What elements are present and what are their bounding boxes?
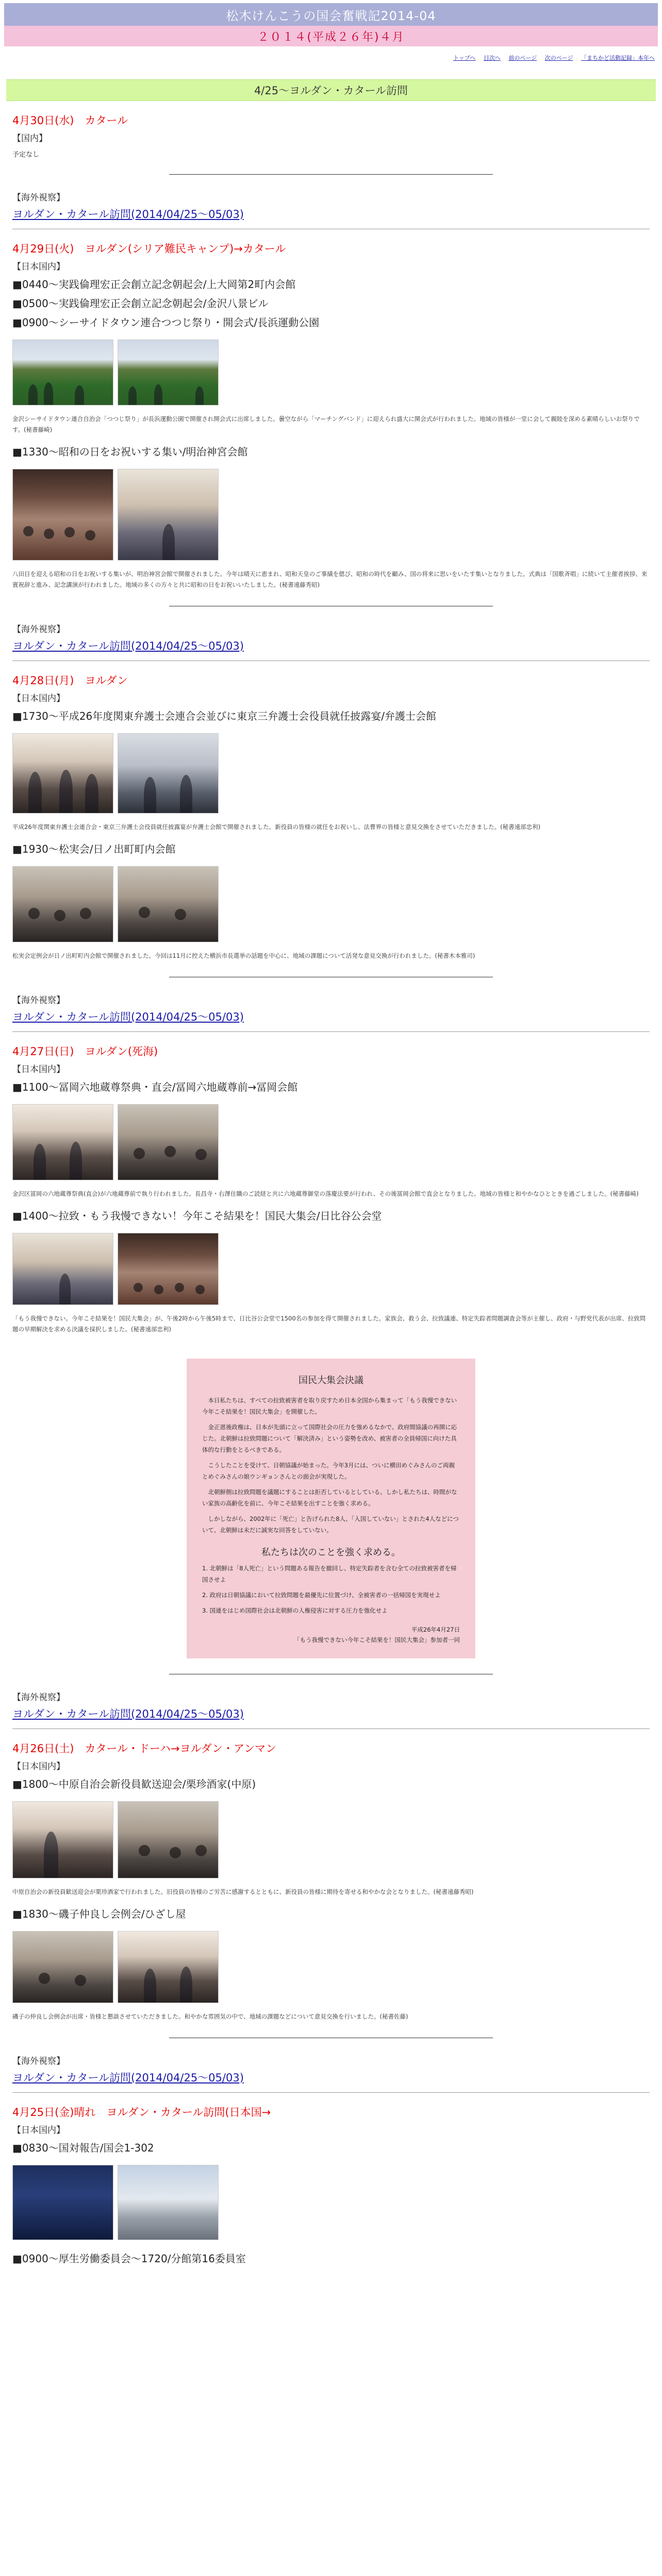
nav-machikado-link[interactable]: 「まちかど活動記録」本年へ — [581, 55, 655, 61]
resolution-paragraph: しかしながら、2002年に「死亡」と告げられた8人、「入国していない」とされた4人などについて、北朝鮮は未だに誠実な回答をしていない。 — [202, 1515, 459, 1534]
resolution-call: 私たちは次のことを強く求める。 — [261, 1547, 401, 1558]
photo-row — [12, 866, 650, 942]
event-photo — [118, 1931, 219, 2003]
trip-link[interactable]: ヨルダン・カタール訪問(2014/04/25～05/03) — [12, 1708, 244, 1720]
event-photo — [118, 2165, 219, 2240]
resolution-title: 国民大集会決議 — [299, 1375, 363, 1386]
resolution-paragraph: 金正恩後政権は、日本が先頭に立って国際社会の圧力を強めるなかで、政府間協議の再開に応じた。北朝鮮は拉致問題について「解決済み」という姿勢を改め、被害者の全員帰国に向けた具体的な行動をとるべきである。 — [202, 1423, 457, 1453]
overseas-label: 【海外視察】 — [12, 2056, 65, 2066]
event-report: 八田目を迎える昭和の日をお祝いする集いが、明治神宮会館で開催されました。今年は晴天に恵まれ、昭和天皇のご事績を偲び、昭和の時代を顧み、国の将来に思いをいたす集いとなりました。式典は「国歌斉唱」に続いて主催者挨拶、来賓祝辞と進み、記念講演が行われました。地域の多くの方々と共に昭和の日をお祝いいたしました。(秘書遠藤秀昭) — [12, 570, 648, 588]
day-title: 4月25日(金)晴れ ヨルダン・カタール訪問(日本国→ — [12, 2106, 271, 2119]
photo-row — [12, 2165, 650, 2240]
resolution-signature: 「もう我慢できない今年こそ結果を！国民大集会」参加者一同 — [294, 1636, 460, 1643]
resolution-items — [202, 1563, 460, 1616]
event-item: ■1930～松実会/日ノ出町町内会館 — [12, 843, 176, 855]
event-report: 中原自治会の新役員歓送迎会が栗珍酒家で行われました。旧役員の皆様のご労苦に感謝するとともに、新役員の皆様に期待を寄せる和やかな会となりました。(秘書遠藤秀昭) — [12, 1888, 474, 1895]
trip-band-text: 4/25～ヨルダン・カタール訪問 — [254, 84, 408, 97]
category-label: 【日本国内】 — [12, 1064, 65, 1075]
photo-row — [12, 1931, 650, 2003]
photo-row — [12, 340, 650, 405]
resolution-paragraph: 北朝鮮側は拉致問題を議題にすることは拒否しているとしている。しかし私たちは、時間がない家族の高齢化を前に、今年こそ結果を出すことを強く求める。 — [202, 1488, 457, 1507]
event-photo — [118, 1801, 219, 1878]
divider — [12, 1728, 650, 1729]
divider — [12, 2092, 650, 2093]
event-item: ■1800～中原自治会新役員歓送迎会/栗珍酒家(中原) — [12, 1778, 256, 1790]
page-title: 松木けんこうの国会奮戦記2014-04 — [226, 8, 436, 23]
photo-row — [12, 1233, 650, 1305]
page-subheader — [4, 26, 658, 46]
category-label: 【国内】 — [12, 133, 47, 144]
divider — [169, 174, 493, 175]
resolution-item: 1. 北朝鮮は「8人死亡」という問題ある報告を撤回し、特定失踪者を含む全ての拉致被害者を帰国させよ — [202, 1565, 457, 1583]
event-photo — [12, 1931, 113, 2003]
event-photo — [118, 340, 219, 405]
resolution-paragraph: こうしたことを受けて、日朝協議が始まった。今年3月には、ついに横田めぐみさんのご両親とめぐみさんの娘ウンギョンさんとの面会が実現した。 — [202, 1462, 455, 1480]
category-label: 【日本国内】 — [12, 1761, 65, 1772]
event-item: ■1100～冨岡六地蔵尊祭典・直会/冨岡六地蔵尊前→冨岡会館 — [12, 1081, 298, 1093]
overseas-label: 【海外視察】 — [12, 995, 65, 1006]
event-photo — [12, 340, 113, 405]
event-item: ■0830～国対報告/国会1-302 — [12, 2142, 154, 2154]
event-report: 平成26年度関東弁護士会連合会・東京三弁護士会役員就任披露宴が弁護士会館で開催されました。新役員の皆様の就任をお祝いし、法曹界の皆様と意見交換をさせていただきました。(秘書遠部忠利) — [12, 823, 541, 831]
event-list — [12, 276, 650, 329]
overseas-label: 【海外視察】 — [12, 624, 65, 635]
event-item: ■1830～磯子仲良し会例会/ひざし屋 — [12, 1908, 186, 1920]
trip-link[interactable]: ヨルダン・カタール訪問(2014/04/25～05/03) — [12, 640, 244, 652]
resolution-date: 平成26年4月27日 — [411, 1626, 460, 1633]
photo-row — [12, 733, 650, 814]
event-report: 「もう我慢できない。今年こそ結果を！国民大集会」が、午後2時から午後5時まで、日比谷公会堂で1500名の参加を得て開催されました。家族会、救う会、拉致議連、特定失踪者問題調査会等が主催し、政府・与野党代表が出席、拉致問題の早期解決を求める決議を採択しました。(秘書遠部忠利) — [12, 1315, 646, 1333]
nav-prev-link[interactable]: 前のページ — [508, 55, 537, 61]
page-subtitle: ２０１４(平成２６年)４月 — [257, 30, 405, 44]
day-0425 — [12, 2104, 650, 2265]
event-photo — [118, 469, 219, 561]
trip-link[interactable]: ヨルダン・カタール訪問(2014/04/25～05/03) — [12, 1011, 244, 1023]
day-title: 4月26日(土) カタール・ドーハ→ヨルダン・アンマン — [12, 1742, 277, 1755]
category-label: 【日本国内】 — [12, 693, 65, 704]
event-photo — [118, 1233, 219, 1305]
divider — [12, 660, 650, 661]
event-report: 磯子の仲良し会例会が出席・皆様と懇談させていただきました。和やかな雰囲気の中で、地域の課題などについて意見交換を行いました。(秘書佐藤) — [12, 2013, 408, 2020]
divider — [12, 1031, 650, 1032]
day-title: 4月30日(水) カタール — [12, 114, 128, 127]
event-report: 金沢区冨岡の六地蔵尊祭典(直会)が六地蔵尊前で執り行われました。長昌寺・右澤住職のご読経と共に六地蔵尊御堂の落慶法要が行われ、その後冨岡会館で直会となりました。地域の皆様と和やかなひとときを過ごしました。(秘書藤崎) — [12, 1190, 639, 1197]
day-0427 — [12, 1043, 650, 1729]
nav-index-link[interactable]: 目次へ — [483, 55, 501, 61]
event-photo — [118, 866, 219, 942]
nav-next-link[interactable]: 次のページ — [544, 55, 573, 61]
event-item: ■0900～シーサイドタウン連合つつじ祭り・開会式/長浜運動公園 — [12, 316, 320, 329]
event-report: 金沢シーサイドタウン連合自治会「つつじ祭り」が長浜運動公園で開催され開会式に出席しました。曇空ながら「マーチングバンド」に迎えられ盛大に開会式が行われました。地域の皆様が一堂に会して親睦を深める素晴らしいお祭りです。(秘書藤崎) — [12, 415, 640, 433]
event-photo — [12, 733, 113, 814]
event-photo — [12, 469, 113, 561]
resolution-box — [187, 1359, 475, 1658]
category-label: 【日本国内】 — [12, 2125, 65, 2136]
event-photo — [118, 733, 219, 814]
day-note: 予定なし — [12, 151, 40, 159]
day-0430 — [12, 112, 650, 229]
event-report: 松実会定例会が日ノ出町町内会館で開催されました。今回は11月に控えた横浜市長選挙の話題を中心に、地域の課題について活発な意見交換が行われました。(秘書木本雅司) — [12, 952, 475, 959]
top-nav — [0, 54, 655, 62]
nav-top-link[interactable]: トップへ — [453, 55, 476, 61]
event-item: ■0440～実践倫理宏正会創立記念朝起会/上大岡第2町内会館 — [12, 278, 296, 291]
resolution-paragraph: 本日私たちは、すべての拉致被害者を取り戻すため日本全国から集まって「もう我慢できない今年こそ結果を！国民大集会」を開催した。 — [202, 1397, 457, 1415]
event-item: ■1400～拉致・もう我慢できない！今年こそ結果を！国民大集会/日比谷公会堂 — [12, 1210, 382, 1222]
event-item: ■0900～厚生労働委員会～1720/分館第16委員室 — [12, 2252, 246, 2265]
overseas-label: 【海外視察】 — [12, 1692, 65, 1703]
event-item: ■1330～昭和の日をお祝いする集い/明治神宮会館 — [12, 446, 248, 458]
event-item: ■0500～実践倫理宏正会創立記念朝起会/金沢八景ビル — [12, 297, 269, 310]
trip-link[interactable]: ヨルダン・カタール訪問(2014/04/25～05/03) — [12, 2072, 244, 2084]
day-title: 4月27日(日) ヨルダン(死海) — [12, 1045, 158, 1058]
event-photo — [12, 866, 113, 942]
category-label: 【日本国内】 — [12, 262, 65, 272]
day-0429 — [12, 241, 650, 661]
trip-band — [6, 79, 656, 101]
resolution-item: 2. 政府は日朝協議において拉致問題を最優先に位置づけ、全被害者の一括帰国を実現せよ — [202, 1591, 441, 1599]
trip-link[interactable]: ヨルダン・カタール訪問(2014/04/25～05/03) — [12, 208, 244, 221]
day-title: 4月29日(火) ヨルダン(シリア難民キャンプ)→カタール — [12, 243, 286, 255]
resolution-item: 3. 国連をはじめ国際社会は北朝鮮の人権侵害に対する圧力を強化せよ — [202, 1607, 388, 1614]
day-0426 — [12, 1740, 650, 2093]
event-photo — [12, 2165, 113, 2240]
event-item: ■1730～平成26年度関東弁護士会連合会並びに東京三弁護士会役員就任披露宴/弁護士会館 — [12, 710, 436, 722]
photo-row — [12, 1104, 650, 1180]
event-photo — [12, 1104, 113, 1180]
event-photo — [12, 1233, 113, 1305]
photo-row — [12, 1801, 650, 1878]
day-0428 — [12, 672, 650, 1032]
event-photo — [118, 1104, 219, 1180]
day-title: 4月28日(月) ヨルダン — [12, 674, 128, 687]
photo-row — [12, 469, 650, 561]
page-header — [4, 3, 658, 26]
overseas-label: 【海外視察】 — [12, 193, 65, 203]
event-photo — [12, 1801, 113, 1878]
